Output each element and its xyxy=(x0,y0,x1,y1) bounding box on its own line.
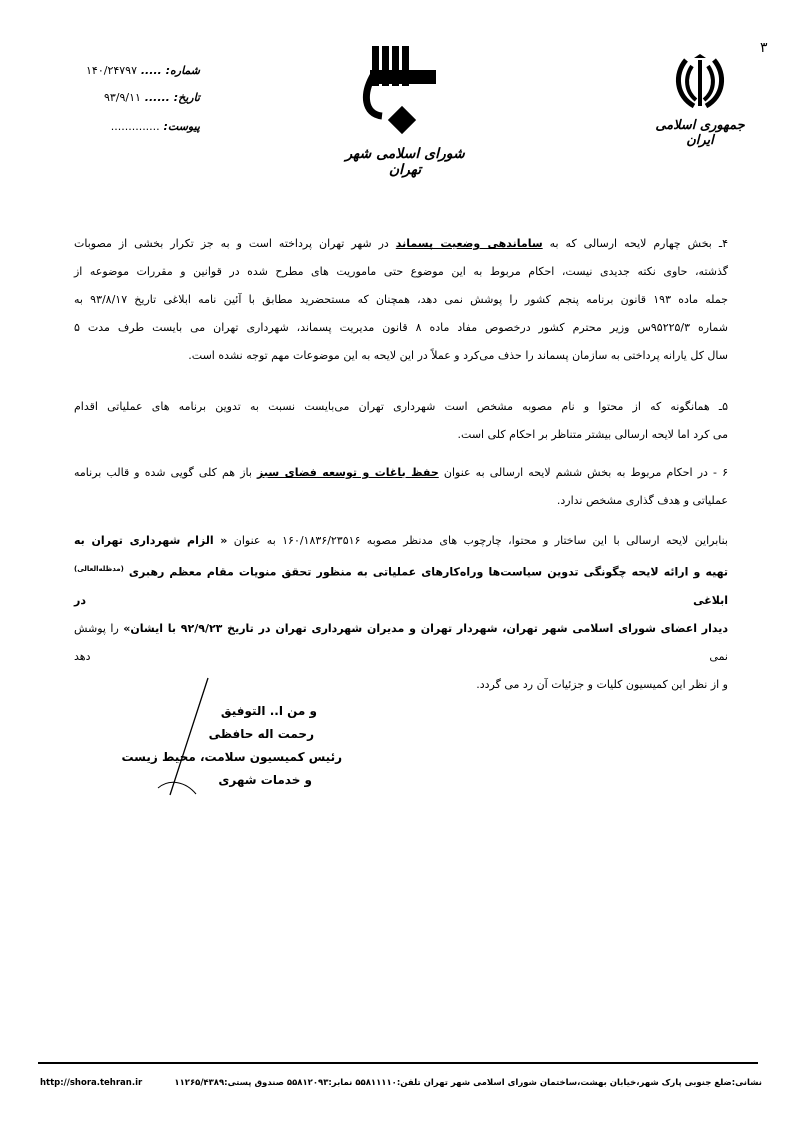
paragraph-5-line-1: ۵ـ همانگونه که از محتوا و نام مصوبه مشخص است شهرداری تهران می‌بایست نسبت به تدوین برنامه های عملیاتی اقدام xyxy=(74,400,728,413)
paragraph-4-line-5: سال کل یارانه پرداختی به سازمان پسماند را حذف می‌کرد و عملاً در این لایحه به این موضوعات مهم توجه نشده است. xyxy=(188,349,728,362)
conclusion-line-3 xyxy=(74,615,728,671)
text: در شهر تهران پرداخته است و به جز تکرار بخشی از مصوبات xyxy=(74,237,389,250)
honorific: (مدظله‌العالی) xyxy=(74,565,124,573)
text: را پوشش نمی دهد xyxy=(74,621,728,663)
footer-divider xyxy=(38,1062,758,1064)
conclusion-line-4: و از نظر این کمیسیون کلیات و جزئیات آن رد می گردد. xyxy=(476,677,728,691)
paragraph-4-line-3: جمله ماده ۱۹۳ قانون برنامه پنجم کشور را پوشش نمی دهد، همچنان که مستحضرید مطابق با آئین نامه ابلاغی تاریخ ۹۳/۸/۱۷ به xyxy=(74,293,728,306)
attachment-field xyxy=(40,120,200,133)
bold-text: تهیه و ارائه لایحه چگونگی تدوین سیاست‌ها وراه‌کارهای عملیاتی به منظور تحقق منویات مقام معظم رهبری xyxy=(128,565,728,579)
corner-mark: ۳ xyxy=(760,40,768,56)
paragraph-4-line-2: گذشته، حاوی نکته جدیدی نیست، احکام مربوط به این موضوع حتی ماموریت های مطرح شده در قوانین و مقررات موضوعه از xyxy=(74,265,728,278)
paragraph-4-line-1 xyxy=(74,230,728,258)
council-name: شورای اسلامی شهر تهران xyxy=(345,146,465,178)
number-value: ۱۴۰/۲۴۷۹۷ xyxy=(86,64,137,77)
paragraph-6-line-1 xyxy=(74,459,728,487)
bold-text: ابلاغی در xyxy=(74,593,728,607)
letter-date-field: تاریخ: ...... ۹۳/۹/۱۱ xyxy=(103,91,200,104)
text: باز هم کلی گویی شده و قالب برنامه xyxy=(74,466,252,479)
paragraph-6-line-2: عملیاتی و هدف گذاری مشخص ندارد. xyxy=(556,494,728,507)
bold-text: « الزام شهرداری تهران به xyxy=(74,534,228,547)
footer-address: نشانی:ضلع جنوبی پارک شهر،خیابان بهشت،ساختمان شورای اسلامی شهر تهران تلفن:۵۵۸۱۱۱۱۰ نمابر:۵۵۸۱۲۰۹۳ صندوق پستی:۱۱۲۶۵/۴۳۸۹ xyxy=(174,1078,762,1088)
bold-text: دیدار اعضای شورای اسلامی شهر تهران، شهردار تهران و مدیران شهرداری تهران در تاریخ ۹۲/۹/۲۳ با ایشان» xyxy=(123,621,729,635)
signatory-title: رئیس کمیسیون سلامت، محیط زیست xyxy=(121,750,342,764)
number-label: شماره: xyxy=(165,64,200,77)
text: بنابراین لایحه ارسالی با این ساختار و محتوا، چارچوب های مدنظر مصوبه ۱۶۰/۱۸۳۶/۲۳۵۱۶ به عنوان xyxy=(233,534,728,547)
attachment-value: .............. xyxy=(110,120,160,133)
signatory-name: رحمت اله حافظی xyxy=(208,727,314,741)
letter-number-field: شماره: ..... ۱۴۰/۲۴۷۹۷ xyxy=(86,64,200,77)
date-value: ۹۳/۹/۱۱ xyxy=(103,91,141,104)
underlined-topic: حفظ باغات و توسعه فضای سبز xyxy=(257,466,439,479)
website-link[interactable]: http://shora.tehran.ir xyxy=(40,1078,143,1088)
council-logo-icon xyxy=(360,44,450,144)
date-label: تاریخ: xyxy=(173,91,200,104)
iran-emblem-icon xyxy=(672,52,728,110)
paragraph-4-line-4: شماره ۹۵۲۲۵/۳س وزیر محترم کشور درخصوص مفاد ماده ۸ قانون مدیریت پسماند، شهرداری تهران می بایست طرف مدت ۵ xyxy=(74,321,729,334)
underlined-topic: ساماندهی وضعیت پسماند xyxy=(395,237,543,250)
signature-closing: و من ا.. التوفیق xyxy=(220,704,317,718)
attachment-label: پیوست: xyxy=(163,120,200,133)
text: ۴ـ بخش چهارم لایحه ارسالی که به xyxy=(549,237,728,250)
signatory-title-continued: و خدمات شهری xyxy=(218,773,312,787)
footer xyxy=(40,1078,762,1088)
country-name: جمهوری اسلامی ایران xyxy=(655,118,745,148)
conclusion-line-2 xyxy=(74,555,728,615)
text: ۶ - در احکام مربوط به بخش ششم لایحه ارسالی به عنوان xyxy=(443,466,729,479)
conclusion-line-1 xyxy=(74,527,728,555)
letter-body xyxy=(74,230,728,699)
paragraph-5-line-2: می کرد اما لایحه ارسالی بیشتر متناظر بر احکام کلی است. xyxy=(457,428,728,441)
